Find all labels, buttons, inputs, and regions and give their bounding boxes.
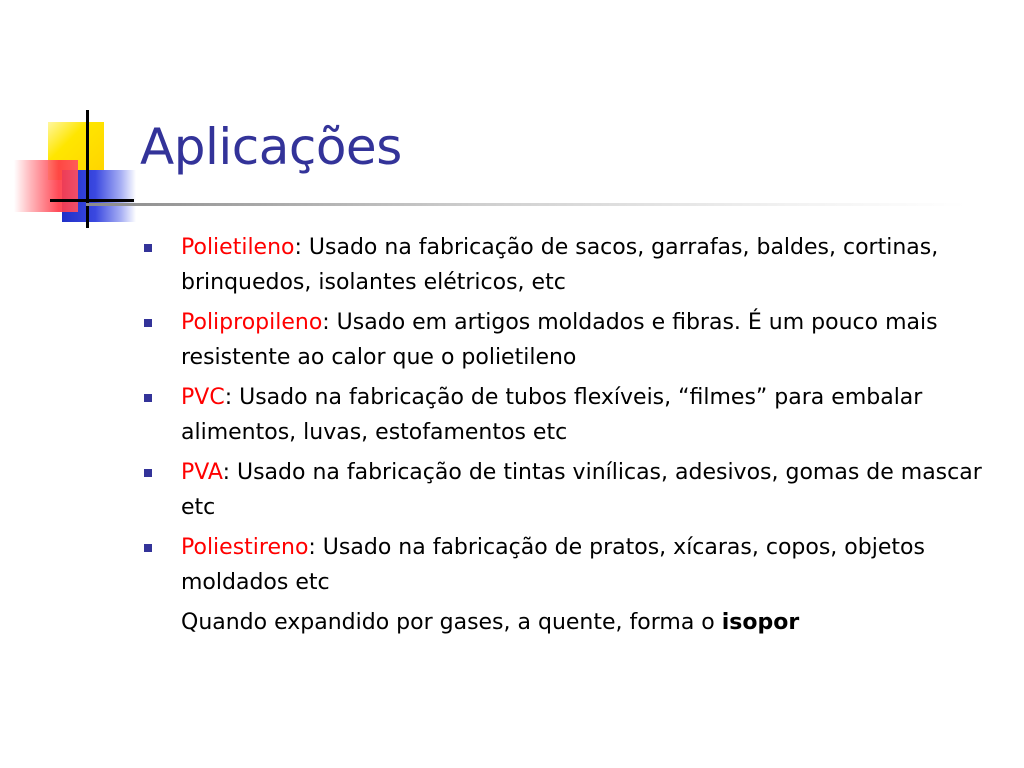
bullet-term: Poliestireno <box>181 535 309 560</box>
square-bullet-icon <box>144 244 152 252</box>
bullet-item-polipropileno <box>144 305 1004 375</box>
isopor-note <box>144 605 1004 640</box>
title-underline <box>86 203 966 206</box>
square-bullet-icon <box>144 544 152 552</box>
bullet-item-pvc <box>144 380 1004 450</box>
horizontal-line-shape <box>50 199 134 202</box>
bullet-term: Polipropileno <box>181 310 323 335</box>
square-bullet-icon <box>144 394 152 402</box>
bullet-text: : Usado na fabricação de pratos, xícaras, copos, objetos moldados etc <box>181 535 925 595</box>
bullet-term: PVC <box>181 385 225 410</box>
red-square-shape <box>14 160 78 212</box>
bullet-text: : Usado na fabricação de tintas vinílicas, adesivos, gomas de mascar etc <box>181 460 982 520</box>
bullet-text: : Usado em artigos moldados e fibras. É um pouco mais resistente ao calor que o polietileno <box>181 310 938 370</box>
note-text: Quando expandido por gases, a quente, forma o <box>181 610 722 635</box>
bullet-item-poliestireno <box>144 530 1004 600</box>
bullet-item-pva <box>144 455 1004 525</box>
bullet-text: : Usado na fabricação de tubos flexíveis, “filmes” para embalar alimentos, luvas, estofamentos etc <box>181 385 923 445</box>
bullet-list <box>144 230 1004 600</box>
slide-content <box>144 230 1004 640</box>
square-bullet-icon <box>144 469 152 477</box>
note-bold-term: isopor <box>721 610 800 635</box>
slide-title: Aplicações <box>140 118 402 176</box>
bullet-text: : Usado na fabricação de sacos, garrafas, baldes, cortinas, brinquedos, isolantes elétricos, etc <box>181 235 939 295</box>
bullet-term: Polietileno <box>181 235 295 260</box>
vertical-line-shape <box>86 110 89 228</box>
bullet-term: PVA <box>181 460 223 485</box>
square-bullet-icon <box>144 319 152 327</box>
bullet-item-polietileno <box>144 230 1004 300</box>
